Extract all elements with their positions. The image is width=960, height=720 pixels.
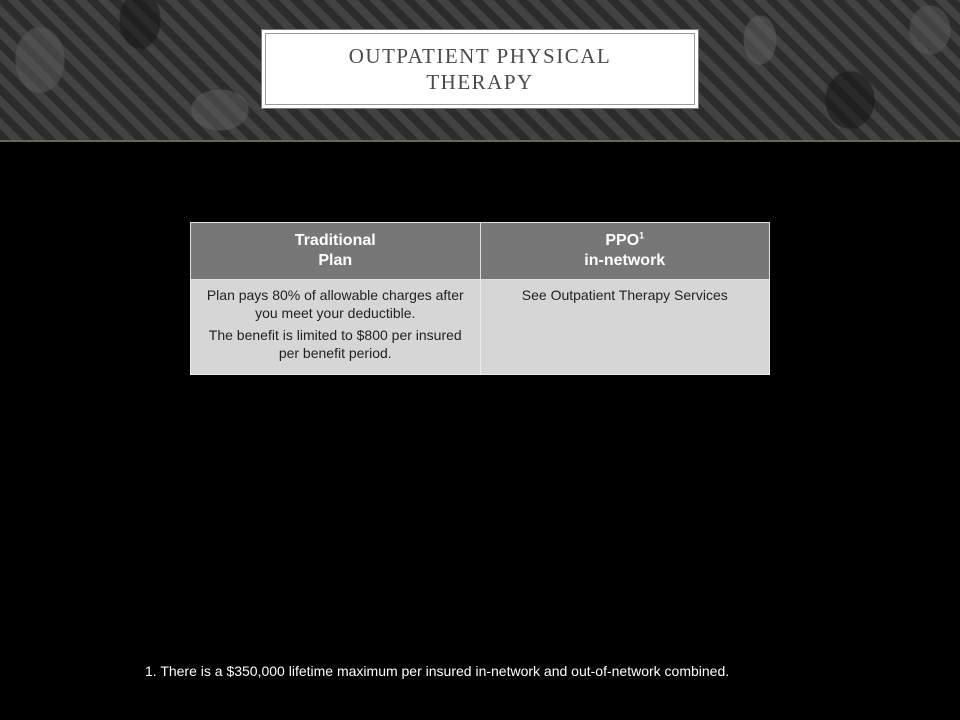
column-header-traditional xyxy=(191,223,481,280)
title-box xyxy=(261,29,699,109)
column-header-line: Plan xyxy=(318,252,353,269)
column-header-ppo xyxy=(480,223,770,280)
footnote-marker: 1 xyxy=(639,230,645,241)
cell-paragraph: See Outpatient Therapy Services xyxy=(521,287,728,303)
page-title: OUTPATIENT PHYSICAL THERAPY xyxy=(348,44,612,94)
table-row xyxy=(191,280,770,375)
column-header-line: PPO xyxy=(605,232,640,249)
column-header-line: in-network xyxy=(584,252,666,269)
table-header-row xyxy=(191,223,770,280)
table-cell-ppo xyxy=(480,280,770,375)
cell-paragraph: Plan pays 80% of allowable charges after you meet your deductible. xyxy=(206,287,464,321)
column-header-line: Traditional xyxy=(294,232,376,249)
cell-paragraph: The benefit is limited to $800 per insured per benefit period. xyxy=(208,327,462,361)
footnote: 1. There is a $350,000 lifetime maximum per insured in-network and out-of-network combined. xyxy=(145,663,730,679)
table-cell-traditional xyxy=(191,280,481,375)
benefits-table xyxy=(190,222,770,375)
